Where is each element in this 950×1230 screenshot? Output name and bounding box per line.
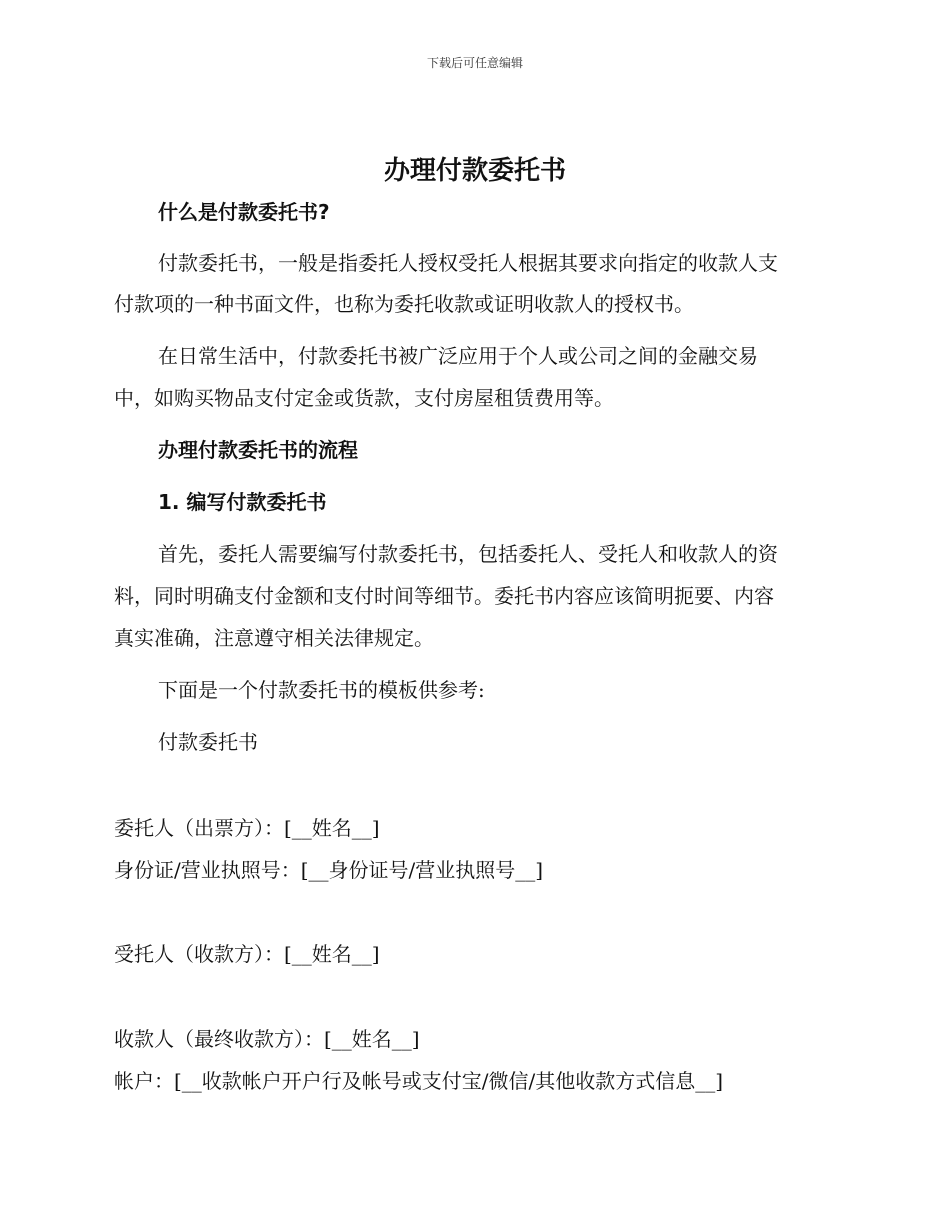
- field-id-number: 身份证/营业执照号：[__身份证号/营业执照号__]: [114, 858, 544, 882]
- field-principal: 委托人（出票方）：[__姓名__]: [114, 816, 380, 840]
- field-payee: 收款人（最终收款方）：[__姓名__]: [114, 1027, 420, 1051]
- header-note: 下载后可任意编辑: [426, 56, 523, 70]
- field-account: 帐户：[__收款帐户开户行及帐号或支付宝/微信/其他收款方式信息__]: [114, 1069, 724, 1093]
- paragraph-2-line-2: 中，如购买物品支付定金或货款，支付房屋租赁费用等。: [114, 386, 614, 410]
- paragraph-4: 下面是一个付款委托书的模板供参考:: [158, 678, 485, 702]
- template-title: 付款委托书: [158, 730, 258, 754]
- paragraph-1-line-2: 付款项的一种书面文件，也称为委托收款或证明收款人的授权书。: [114, 292, 694, 316]
- document-title: 办理付款委托书: [383, 156, 566, 186]
- paragraph-1-line-1: 付款委托书，一般是指委托人授权受托人根据其要求向指定的收款人支: [158, 251, 778, 275]
- paragraph-2-line-1: 在日常生活中，付款委托书被广泛应用于个人或公司之间的金融交易: [158, 344, 758, 368]
- section-heading-what: 什么是付款委托书?: [158, 200, 330, 224]
- step-heading-1: 1. 编写付款委托书: [158, 490, 327, 514]
- field-trustee: 受托人（收款方）：[__姓名__]: [114, 942, 380, 966]
- paragraph-3-line-1: 首先，委托人需要编写付款委托书，包括委托人、受托人和收款人的资: [158, 542, 778, 566]
- paragraph-3-line-2: 料，同时明确支付金额和支付时间等细节。委托书内容应该简明扼要、内容: [114, 584, 774, 608]
- paragraph-3-line-3: 真实准确，注意遵守相关法律规定。: [114, 626, 434, 650]
- section-heading-flow: 办理付款委托书的流程: [158, 438, 358, 462]
